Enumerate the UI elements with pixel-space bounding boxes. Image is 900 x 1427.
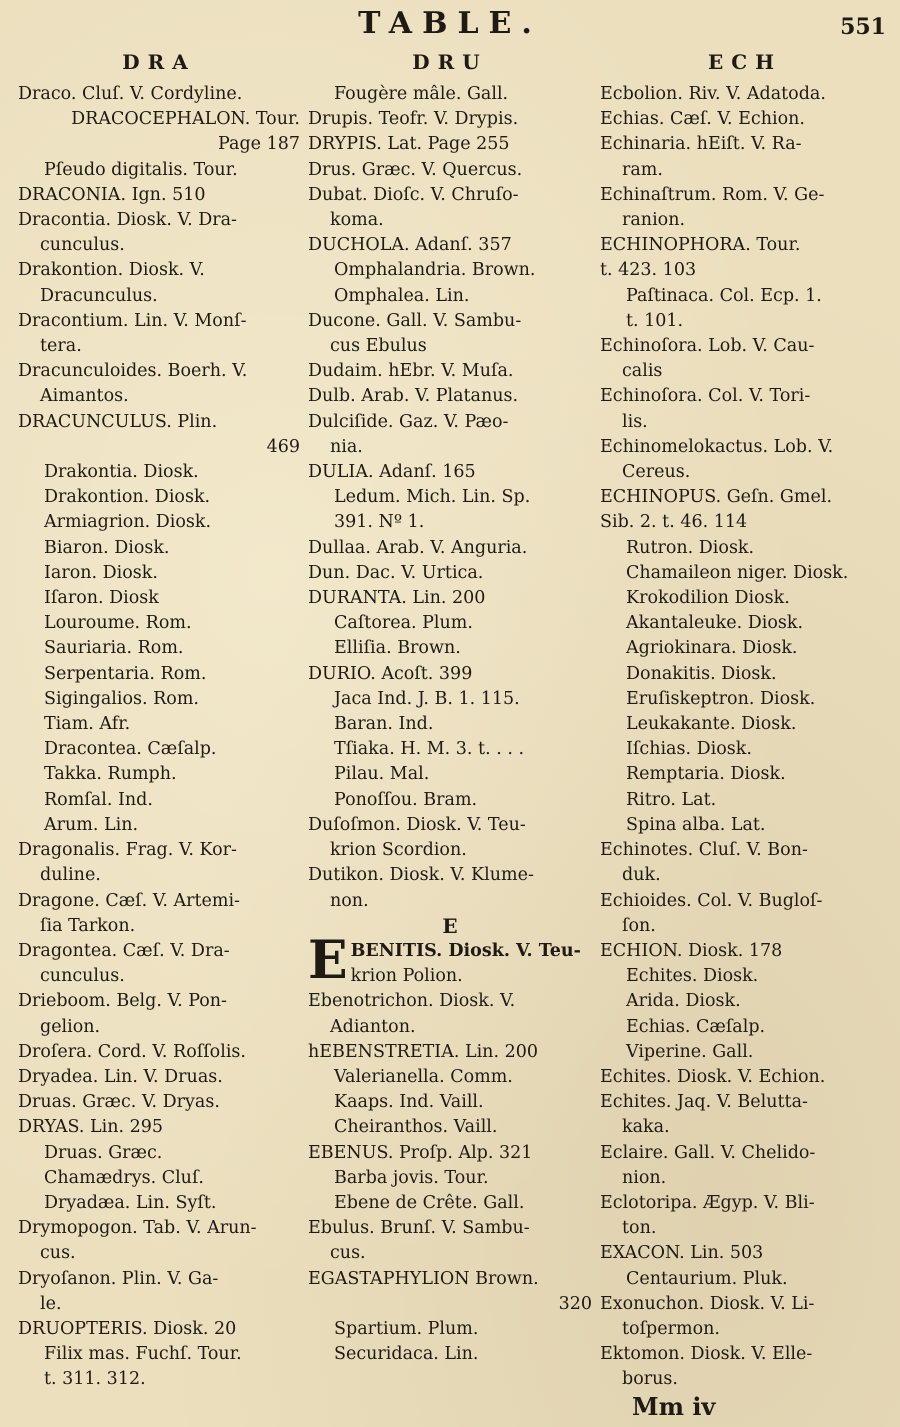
index-entry: Ektomon. Diosk. V. Elle-: [600, 1344, 813, 1365]
index-entry: Sauriaria. Rom.: [44, 638, 184, 659]
index-entry: t. 311. 312.: [44, 1369, 146, 1390]
column-head: DRU: [412, 50, 488, 74]
index-entry: Jaca Ind. J. B. 1. 115.: [334, 688, 520, 709]
index-entry: Echinoſora. Col. V. Tori-: [600, 386, 811, 407]
index-entry: cus.: [40, 1243, 76, 1264]
index-entry: nion.: [622, 1167, 667, 1188]
index-entry: Cheiranthos. Vaill.: [334, 1117, 498, 1138]
index-entry: Serpentaria. Rom.: [44, 663, 207, 684]
column-entries: [18, 82, 300, 1393]
index-entry: hEBENSTRETIA. Lin. 200: [308, 1041, 538, 1062]
index-entry: EBENUS. Proſp. Alp. 321: [308, 1142, 533, 1163]
index-entry: Barba jovis. Tour.: [334, 1167, 489, 1188]
index-entry: Dulciſide. Gaz. V. Pæo-: [308, 411, 509, 432]
index-entry: cunculus.: [40, 966, 125, 987]
index-entry: E: [442, 913, 458, 938]
index-entry: Echinoſora. Lob. V. Cau-: [600, 336, 815, 357]
index-column-3: [600, 50, 890, 1393]
index-entry: Dracontia. Diosk. V. Dra-: [18, 210, 237, 231]
index-entry: DURIO. Acoſt. 399: [308, 663, 473, 684]
index-entry: Echinotes. Cluſ. V. Bon-: [600, 840, 808, 861]
index-entry: Rutron. Diosk.: [626, 537, 755, 558]
index-entry: non.: [330, 890, 369, 911]
index-entry: ton.: [622, 1218, 657, 1239]
index-entry: Dutikon. Diosk. V. Klume-: [308, 865, 534, 886]
index-entry: cunculus.: [40, 235, 125, 256]
index-entry: DRACOCEPHALON. Tour.: [71, 109, 300, 130]
column-head: ECH: [707, 50, 783, 74]
index-entry: DUCHOLA. Adanſ. 357: [308, 235, 512, 256]
index-entry: Echinomelokactus. Lob. V.: [600, 436, 834, 457]
index-entry: gelion.: [40, 1016, 101, 1037]
index-entry: Drus. Græc. V. Quercus.: [308, 159, 523, 180]
index-entry: Droſera. Cord. V. Roſſolis.: [18, 1041, 246, 1062]
index-entry: DRACUNCULUS. Plin.: [18, 411, 218, 432]
index-entry: cus.: [330, 1243, 366, 1264]
index-entry: Dryadæa. Lin. Syſt.: [44, 1192, 217, 1213]
index-entry: Securidaca. Lin.: [334, 1344, 479, 1365]
index-entry: Ebulus. Brunſ. V. Sambu-: [308, 1218, 530, 1239]
index-entry: Akantaleuke. Diosk.: [626, 613, 804, 634]
index-entry: calis: [622, 361, 663, 382]
index-entry: Spartium. Plum.: [334, 1318, 479, 1339]
index-entry: Chamaileon niger. Diosk.: [626, 562, 849, 583]
index-entry: Centaurium. Pluk.: [626, 1268, 788, 1289]
index-entry: Adianton.: [330, 1016, 416, 1037]
index-entry: Agriokinara. Diosk.: [626, 638, 798, 659]
index-entry: Kaaps. Ind. Vaill.: [334, 1092, 484, 1113]
index-entry: Drupis. Teofr. V. Drypis.: [308, 109, 519, 130]
index-entry: Romſal. Ind.: [44, 789, 153, 810]
index-entry: Omphalea. Lin.: [334, 285, 470, 306]
index-entry: Echinaria. hEiſt. V. Ra-: [600, 134, 802, 155]
index-entry: Paſtinaca. Col. Ecp. 1.: [626, 285, 822, 306]
index-entry: Dracontium. Lin. V. Monſ-: [18, 310, 247, 331]
index-entry: ſon.: [622, 915, 656, 936]
index-entry: Spina alba. Lat.: [626, 814, 766, 835]
index-entry: Ponoſſou. Bram.: [334, 789, 478, 810]
index-entry: Drakontia. Diosk.: [44, 462, 199, 483]
index-entry: Exonuchon. Diosk. V. Li-: [600, 1293, 815, 1314]
index-entry: ranion.: [622, 210, 686, 231]
index-entry: Eruſiskeptron. Diosk.: [626, 688, 816, 709]
index-entry: Druas. Græc. V. Dryas.: [18, 1092, 220, 1113]
index-entry: Pſeudo digitalis. Tour.: [44, 159, 238, 180]
index-entry: Echinaſtrum. Rom. V. Ge-: [600, 184, 825, 205]
index-entry: Dragone. Cæſ. V. Artemi-: [18, 890, 240, 911]
index-entry: Remptaria. Diosk.: [626, 764, 786, 785]
column-entries: [308, 82, 592, 1367]
index-entry: Baran. Ind.: [334, 714, 434, 735]
index-entry: duline.: [40, 865, 101, 886]
index-entry: Fougère mâle. Gall.: [334, 84, 509, 104]
index-entry: Cereus.: [622, 462, 691, 483]
index-entry: Drieboom. Belg. V. Pon-: [18, 991, 227, 1012]
index-entry: Armiagrion. Diosk.: [44, 512, 212, 533]
index-entry: ECHINOPUS. Geſn. Gmel.: [600, 487, 833, 508]
index-entry: Sib. 2. t. 46. 114: [600, 512, 748, 533]
index-entry: Iaron. Diosk.: [44, 562, 158, 583]
index-entry: Pilau. Mal.: [334, 764, 430, 785]
index-entry: Ledum. Mich. Lin. Sp.: [334, 487, 531, 508]
index-entry: 469: [266, 436, 300, 457]
index-entry: Ebene de Crête. Gall.: [334, 1192, 525, 1213]
index-entry: Iſchias. Diosk.: [626, 739, 752, 760]
index-entry: Echioides. Col. V. Bugloſ-: [600, 890, 823, 911]
index-entry: cus Ebulus: [330, 336, 427, 357]
index-entry: DRACONIA. Ign. 510: [18, 184, 206, 205]
index-entry: Drakontion. Diosk.: [44, 487, 211, 508]
index-entry: ſia Tarkon.: [40, 915, 136, 936]
index-entry: Drymopogon. Tab. V. Arun-: [18, 1218, 257, 1239]
index-entry: Aimantos.: [40, 386, 129, 407]
index-entry: Dubat. Dioſc. V. Chruſo-: [308, 184, 519, 205]
index-entry: duk.: [622, 865, 661, 886]
index-entry: Leukakante. Diosk.: [626, 714, 797, 735]
index-entry: Chamædrys. Cluſ.: [44, 1167, 204, 1188]
page-number: 551: [840, 14, 886, 40]
index-entry: Duſoſmon. Diosk. V. Teu-: [308, 814, 526, 835]
index-entry: Biaron. Diosk.: [44, 537, 170, 558]
index-entry: Echites. Diosk.: [626, 966, 759, 987]
column-head: DRA: [122, 50, 196, 74]
index-entry: DRYAS. Lin. 295: [18, 1117, 164, 1138]
index-entry: Ducone. Gall. V. Sambu-: [308, 310, 522, 331]
index-entry: t. 101.: [626, 310, 684, 331]
index-entry: krion Scordion.: [330, 840, 467, 861]
index-entry: Caſtorea. Plum.: [334, 613, 473, 634]
index-entry: Page 187: [218, 134, 300, 155]
index-entry: krion Polion.: [350, 966, 463, 987]
index-entry: Tſiaka. H. M. 3. t. . . .: [334, 739, 525, 760]
index-entry: kaka.: [622, 1117, 670, 1138]
index-entry: Echias. Cæſ. V. Echion.: [600, 109, 805, 130]
index-entry: toſpermon.: [622, 1318, 720, 1339]
index-entry: koma.: [330, 210, 384, 231]
index-entry: EXACON. Lin. 503: [600, 1243, 764, 1264]
index-entry: DULIA. Adanſ. 165: [308, 462, 476, 483]
index-entry: Dulb. Arab. V. Platanus.: [308, 386, 519, 407]
index-entry: Viperine. Gall.: [626, 1041, 754, 1062]
index-entry: 320: [558, 1293, 592, 1314]
index-entry: ECHION. Diosk. 178: [600, 940, 783, 961]
index-entry: Valerianella. Comm.: [334, 1066, 513, 1087]
page-title: TABLE.: [358, 6, 542, 41]
index-entry: 391. Nº 1.: [334, 512, 425, 533]
index-entry: Dragontea. Cæſ. V. Dra-: [18, 940, 230, 961]
index-entry: ECHINOPHORA. Tour.: [600, 235, 801, 256]
index-entry: Druas. Græc.: [44, 1142, 163, 1163]
index-entry: tera.: [40, 336, 82, 357]
index-entry: Dryadea. Lin. V. Druas.: [18, 1066, 223, 1087]
index-entry: Dudaim. hEbr. V. Muſa.: [308, 361, 514, 382]
index-entry: Eclotoripa. Ægyp. V. Bli-: [600, 1192, 815, 1213]
index-entry: Ebenotrichon. Diosk. V.: [308, 991, 516, 1012]
index-entry: DURANTA. Lin. 200: [308, 588, 486, 609]
index-entry: lis.: [622, 411, 648, 432]
index-entry: Drakontion. Diosk. V.: [18, 260, 205, 281]
index-entry: Eclaire. Gall. V. Chelido-: [600, 1142, 816, 1163]
index-entry: borus.: [622, 1369, 678, 1390]
index-entry: Dracunculus.: [40, 285, 158, 306]
index-entry: Krokodilion Diosk.: [626, 588, 790, 609]
index-entry: Dracunculoides. Boerh. V.: [18, 361, 248, 382]
index-entry: le.: [40, 1293, 62, 1314]
index-column-1: [18, 50, 300, 1393]
index-entry: Dracontea. Cæſalp.: [44, 739, 217, 760]
index-entry: Takka. Rumph.: [44, 764, 177, 785]
index-entry: Omphalandria. Brown.: [334, 260, 536, 281]
index-entry: Echites. Diosk. V. Echion.: [600, 1066, 826, 1087]
index-entry: Draco. Cluſ. V. Cordyline.: [18, 84, 243, 104]
index-entry: Arida. Diosk.: [626, 991, 741, 1012]
index-entry: DRUOPTERIS. Diosk. 20: [18, 1318, 237, 1339]
index-entry: Echias. Cæſalp.: [626, 1016, 766, 1037]
signature-mark: Mm iv: [632, 1392, 716, 1421]
index-entry: t. 423. 103: [600, 260, 697, 281]
index-entry: Ecbolion. Riv. V. Adatoda.: [600, 84, 826, 104]
index-entry: Arum. Lin.: [44, 814, 139, 835]
index-entry: Dryoſanon. Plin. V. Ga-: [18, 1268, 219, 1289]
index-entry: EBENITIS. Diosk. V. Teu-: [308, 929, 581, 991]
index-entry: DRYPIS. Lat. Page 255: [308, 134, 510, 155]
index-entry: Ritro. Lat.: [626, 789, 717, 810]
index-entry: EGASTAPHYLION Brown.: [308, 1268, 539, 1289]
index-entry: Echites. Jaq. V. Belutta-: [600, 1092, 808, 1113]
index-entry: Elliſia. Brown.: [334, 638, 461, 659]
index-column-2: [308, 50, 592, 1367]
column-entries: [600, 82, 890, 1393]
index-entry: Sigingalios. Rom.: [44, 688, 199, 709]
index-entry: nia.: [330, 436, 363, 457]
index-entry: Tiam. Afr.: [44, 714, 131, 735]
index-entry: Filix mas. Fuchſ. Tour.: [44, 1344, 242, 1365]
index-entry: Dragonalis. Frag. V. Kor-: [18, 840, 237, 861]
index-entry: Dullaa. Arab. V. Anguria.: [308, 537, 528, 558]
index-entry: ram.: [622, 159, 663, 180]
index-entry: Dun. Dac. V. Urtica.: [308, 562, 484, 583]
index-entry: Iſaron. Diosk: [44, 588, 159, 609]
index-entry: Donakitis. Diosk.: [626, 663, 777, 684]
index-entry: Louroume. Rom.: [44, 613, 192, 634]
